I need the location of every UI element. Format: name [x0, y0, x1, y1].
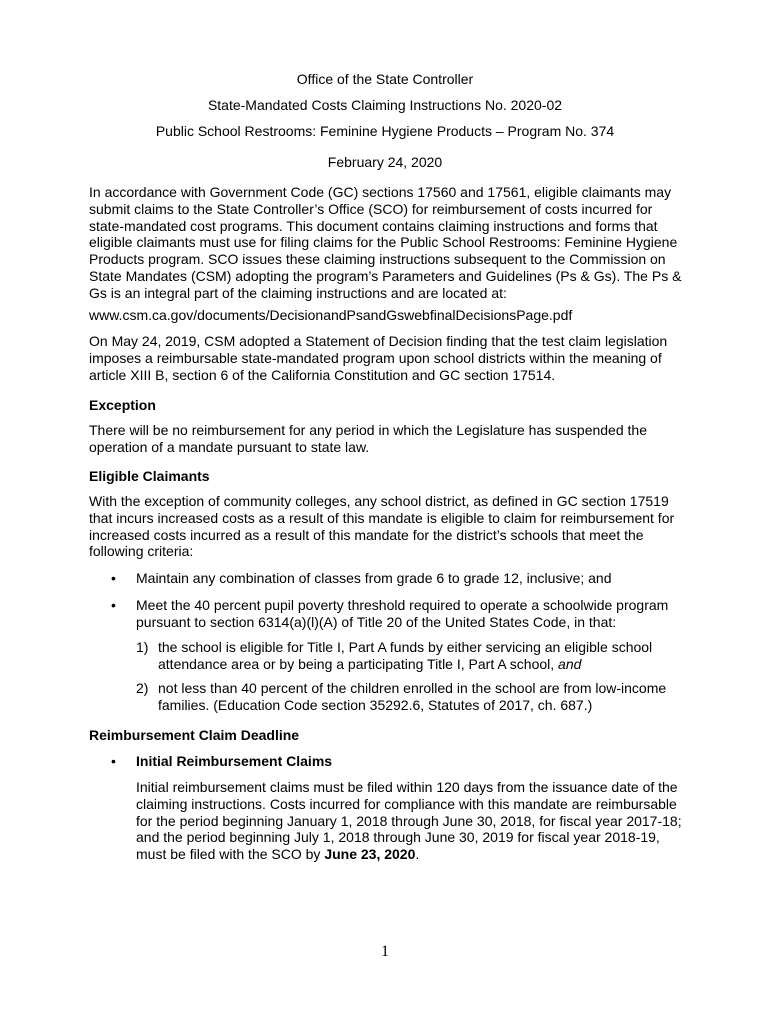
initial-claims-text [136, 779, 688, 863]
criteria-item-2: not less than 40 percent of the children enrolled in the school are from low-income families. (Education Code section 35292.6, Statutes of 2017, ch. 687.) [158, 680, 667, 713]
criteria-item-1 [158, 639, 678, 673]
bullet-icon: • [111, 753, 116, 769]
claim-deadline-heading: Reimbursement Claim Deadline [89, 727, 300, 743]
exception-heading: Exception [89, 397, 156, 413]
eligible-claimants-text: With the exception of community colleges, any school district, as defined in GC section 17519 that incurs increased costs as a result of this mandate is eligible to claim for reimbursement for increased costs incurred as a result of this mandate for the district’s schools that meet the following criteria: [89, 493, 675, 560]
decision-paragraph: On May 24, 2019, CSM adopted a Statement of Decision finding that the test claim legislation imposes a reimbursable state-mandated program upon school districts within the meaning of article XIII B, section 6 of the California Constitution and GC section 17514. [89, 333, 668, 383]
criteria-item-1-emphasis: and [558, 655, 582, 672]
list-number: 2) [136, 680, 149, 696]
bullet-icon: • [111, 570, 116, 586]
sentence-end: . [415, 846, 420, 863]
criteria-bullet-2: Meet the 40 percent pupil poverty threshold required to operate a schoolwide program pursuant to section 6314(a)(l)(A) of Title 20 of the United States Code, in that: [136, 597, 669, 630]
program-title: Public School Restrooms: Feminine Hygiene Products – Program No. 374 [155, 123, 615, 139]
bullet-icon: • [111, 597, 116, 613]
office-title: Office of the State Controller [296, 71, 474, 87]
initial-claims-body: Initial reimbursement claims must be filed within 120 days from the issuance date of the claiming instructions. Costs incurred for compliance with this mandate are reimbursable for the period beginning January 1, 2018 through June 30, 2018, for fiscal year 2017-18; and the period beginning July 1, 2018 through June 30, 2019 for fiscal year 2018-19, must be filed with the SCO by [136, 779, 682, 863]
criteria-item-1-text: the school is eligible for Title I, Part A funds by either servicing an eligible school attendance area or by being a participating Title I, Part A school, [158, 639, 653, 672]
exception-text: There will be no reimbursement for any period in which the Legislature has suspended the operation of a mandate pursuant to state law. [89, 422, 647, 455]
page-number: 1 [381, 943, 389, 960]
document-date: February 24, 2020 [327, 154, 443, 170]
psgs-url: www.csm.ca.gov/documents/DecisionandPsandGswebfinalDecisionsPage.pdf [89, 307, 573, 323]
filing-due-date: June 23, 2020 [324, 846, 416, 863]
initial-claims-heading: Initial Reimbursement Claims [136, 753, 333, 769]
instructions-number: State-Mandated Costs Claiming Instructions No. 2020-02 [207, 97, 563, 113]
intro-paragraph: In accordance with Government Code (GC) sections 17560 and 17561, eligible claimants may submit claims to the State Controller’s Office (SCO) for reimbursement of costs incurred for state-mandated cost programs. This document contains claiming instructions and forms that eligible claimants must use for filing claims for the Public School Restrooms: Feminine Hygiene Products program. SCO issues these claiming instructions subsequent to the Commission on State Mandates (CSM) adopting the program’s Parameters and Guidelines (Ps & Gs). The Ps & Gs is an integral part of the claiming instructions and are located at: [89, 184, 682, 301]
eligible-claimants-heading: Eligible Claimants [89, 468, 210, 484]
list-number: 1) [136, 639, 149, 655]
criteria-bullet-1: Maintain any combination of classes from grade 6 to grade 12, inclusive; and [136, 570, 612, 586]
